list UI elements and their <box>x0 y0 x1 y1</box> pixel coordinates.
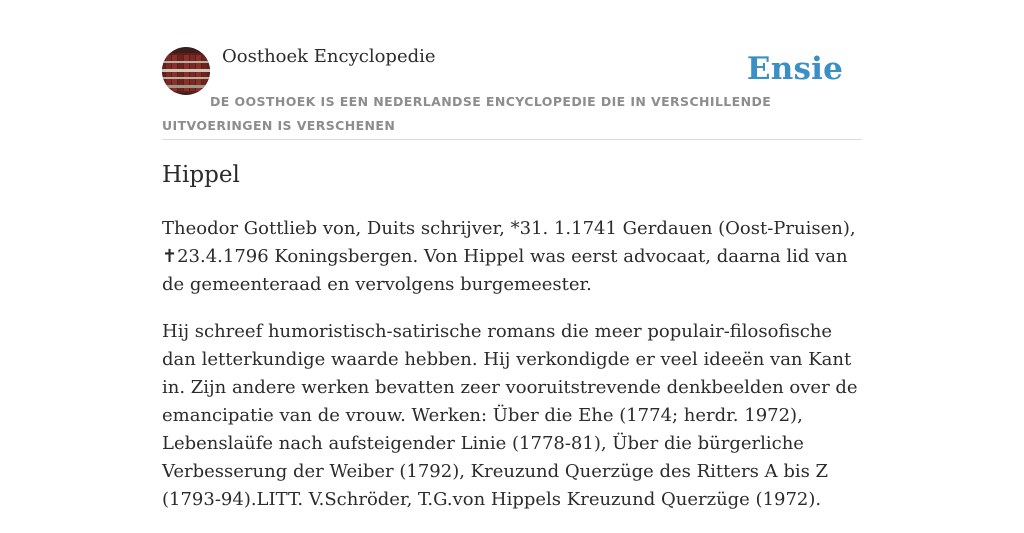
brand-logo-link[interactable]: Ensie <box>746 51 843 87</box>
site-tagline: DE OOSTHOEK IS EEN NEDERLANDSE ENCYCLOPEDIE DIE IN VERSCHILLENDE UITVOERINGEN IS VERSCHENEN <box>162 94 772 133</box>
article-paragraph: Theodor Gottlieb von, Duits schrijver, *31. 1.1741 Gerdauen (Oost-Pruisen), ✝23.4.1796 Koningsbergen. Von Hippel was eerst advocaat, daarna lid van de gemeenteraad en vervolgens burgemeester. <box>162 218 856 295</box>
article-paragraph: Hij schreef humoristisch-satirische romans die meer populair-filosofische dan letterkundige waarde hebben. Hij verkondigde er veel ideeën van Kant in. Zijn andere werken bevatten zeer vooruitstrevende denkbeelden over de emancipatie van de vrouw. Werken: Über die Ehe (1774; herdr. 1972), Lebenslaüfe nach aufsteigender Linie (1778-81), Über die bürgerliche Verbesserung der Weiber (1792), Kreuzund Querzüge des Ritters A bis Z (1793-94).LITT. V.Schröder, T.G.von Hippels Kreuzund Querzüge (1972). <box>162 321 858 510</box>
header-divider <box>162 139 862 140</box>
site-name-link[interactable]: Oosthoek Encyclopedie <box>222 46 436 67</box>
article-body <box>162 215 867 533</box>
encyclopedia-books-icon[interactable] <box>162 47 210 95</box>
article-title: Hippel <box>162 162 240 188</box>
